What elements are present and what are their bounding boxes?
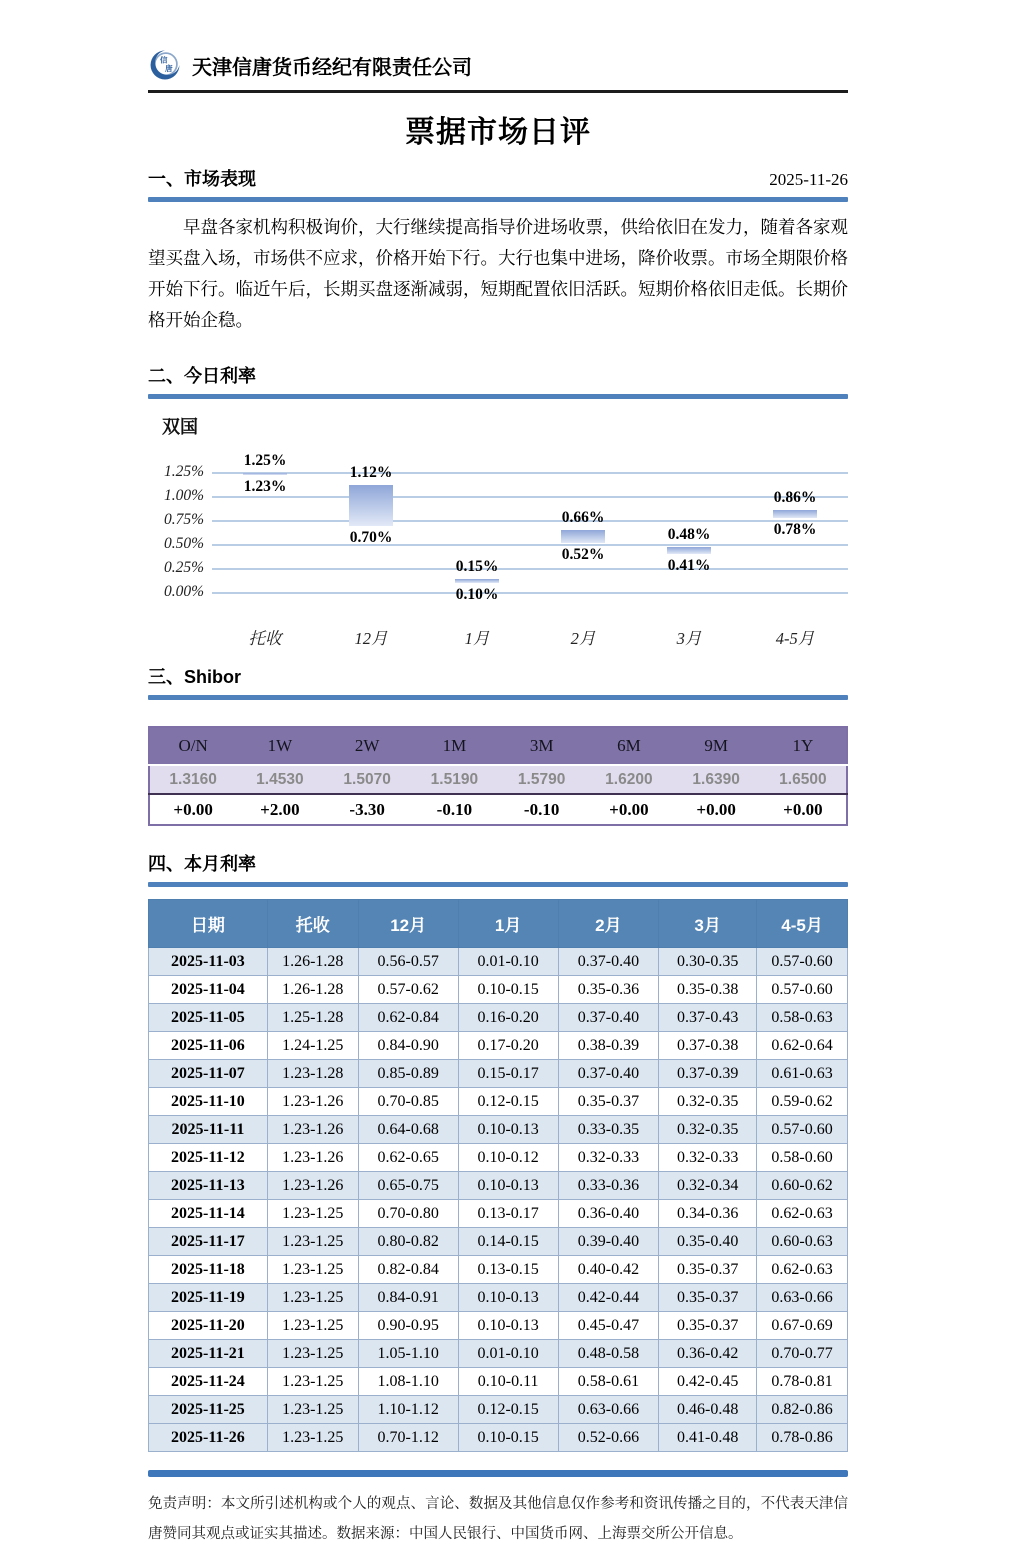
month-range-cell: 0.70-0.85: [358, 1088, 458, 1116]
chart-x-axis: [148, 625, 848, 651]
shibor-tenor-cell: 9M: [673, 727, 760, 765]
shibor-change-cell: +2.00: [236, 794, 323, 825]
chart-low-label: 0.78%: [773, 521, 817, 539]
month-table-row: [149, 1256, 848, 1284]
month-date-cell: 2025-11-07: [149, 1060, 268, 1088]
month-range-cell: 0.39-0.40: [558, 1228, 659, 1256]
section-market-heading-row: [148, 165, 848, 191]
chart-y-tick-label: 0.50%: [163, 535, 204, 552]
month-table-row: [149, 1116, 848, 1144]
month-header-cell: 1月: [458, 900, 558, 948]
month-range-cell: 0.52-0.66: [558, 1424, 659, 1452]
month-date-cell: 2025-11-04: [149, 976, 268, 1004]
month-range-cell: 1.10-1.12: [358, 1396, 458, 1424]
month-range-cell: 1.24-1.25: [267, 1032, 358, 1060]
month-range-cell: 0.48-0.58: [558, 1340, 659, 1368]
chart-x-tick-label: 3月: [676, 629, 702, 648]
month-range-cell: 1.26-1.28: [267, 948, 358, 976]
month-range-cell: 1.23-1.25: [267, 1396, 358, 1424]
shibor-rate-cell: 1.6390: [673, 765, 760, 794]
month-range-cell: 0.61-0.63: [757, 1060, 848, 1088]
chart-range-bar: [455, 579, 499, 584]
shibor-tenor-cell: 1M: [411, 727, 498, 765]
month-range-cell: 0.60-0.63: [757, 1228, 848, 1256]
shibor-rate-cell: 1.6500: [760, 765, 847, 794]
header-rule: [148, 90, 848, 93]
section-today-title: 二、今日利率: [148, 366, 256, 386]
month-range-cell: 1.23-1.25: [267, 1368, 358, 1396]
month-date-cell: 2025-11-17: [149, 1228, 268, 1256]
month-rate-table: [148, 899, 848, 1452]
month-table-row: [149, 1340, 848, 1368]
month-range-cell: 0.35-0.37: [659, 1256, 757, 1284]
month-date-cell: 2025-11-06: [149, 1032, 268, 1060]
month-range-cell: 0.80-0.82: [358, 1228, 458, 1256]
month-range-cell: 0.10-0.13: [458, 1116, 558, 1144]
month-range-cell: 0.35-0.38: [659, 976, 757, 1004]
section-today-heading-row: [148, 362, 848, 388]
chart-range-bar: [349, 485, 393, 525]
shibor-tenor-cell: O/N: [149, 727, 236, 765]
disclaimer-text: 免责声明：本文所引述机构或个人的观点、言论、数据及其他信息仅作参考和资讯传播之目的，不代表天津信唐赞同其观点或证实其描述。数据来源：中国人民银行、中国货币网、上海票交所公开信息。: [148, 1496, 848, 1542]
month-range-cell: 1.23-1.26: [267, 1088, 358, 1116]
month-date-cell: 2025-11-18: [149, 1256, 268, 1284]
today-rate-chart: [148, 413, 848, 651]
month-table-row: [149, 976, 848, 1004]
shibor-rate-cell: 1.5790: [498, 765, 585, 794]
month-table-row: [149, 1004, 848, 1032]
month-range-cell: 0.41-0.48: [659, 1424, 757, 1452]
month-date-cell: 2025-11-11: [149, 1116, 268, 1144]
company-name: 天津信唐货币经纪有限责任公司: [192, 56, 472, 79]
month-range-cell: 0.35-0.40: [659, 1228, 757, 1256]
chart-high-label: 0.86%: [773, 489, 817, 507]
month-range-cell: 0.90-0.95: [358, 1312, 458, 1340]
month-range-cell: 0.15-0.17: [458, 1060, 558, 1088]
chart-range-bar: [561, 530, 605, 543]
company-header: [148, 44, 848, 86]
month-header-cell: 日期: [149, 900, 268, 948]
month-range-cell: 0.57-0.62: [358, 976, 458, 1004]
chart-x-tick-label: 4-5月: [775, 629, 815, 648]
month-range-cell: 0.64-0.68: [358, 1116, 458, 1144]
month-range-cell: 1.08-1.10: [358, 1368, 458, 1396]
month-table-row: [149, 1284, 848, 1312]
month-range-cell: 0.59-0.62: [757, 1088, 848, 1116]
month-range-cell: 0.01-0.10: [458, 1340, 558, 1368]
month-range-cell: 0.12-0.15: [458, 1396, 558, 1424]
chart-x-tick-label: 托收: [248, 629, 282, 648]
chart-y-tick-label: 1.00%: [163, 487, 204, 504]
chart-gridline: [212, 544, 848, 546]
month-range-cell: 0.42-0.44: [558, 1284, 659, 1312]
chart-y-tick-label: 0.75%: [163, 511, 204, 528]
month-range-cell: 0.58-0.63: [757, 1004, 848, 1032]
shibor-change-cell: -0.10: [411, 794, 498, 825]
month-header-cell: 3月: [659, 900, 757, 948]
month-range-cell: 0.63-0.66: [558, 1396, 659, 1424]
shibor-change-cell: +0.00: [760, 794, 847, 825]
month-range-cell: 0.30-0.35: [659, 948, 757, 976]
chart-x-tick-label: 1月: [464, 629, 490, 648]
month-range-cell: 0.10-0.13: [458, 1172, 558, 1200]
month-table-row: [149, 1368, 848, 1396]
month-range-cell: 0.37-0.38: [659, 1032, 757, 1060]
month-range-cell: 0.37-0.40: [558, 1060, 659, 1088]
month-range-cell: 0.13-0.17: [458, 1200, 558, 1228]
chart-high-label: 1.12%: [349, 464, 393, 482]
month-range-cell: 0.40-0.42: [558, 1256, 659, 1284]
shibor-change-cell: +0.00: [673, 794, 760, 825]
month-range-cell: 0.10-0.13: [458, 1284, 558, 1312]
month-range-cell: 0.32-0.35: [659, 1088, 757, 1116]
month-table-row: [149, 1424, 848, 1452]
month-table-row: [149, 948, 848, 976]
month-range-cell: 0.62-0.65: [358, 1144, 458, 1172]
chart-x-tick-label: 12月: [354, 629, 388, 648]
month-range-cell: 0.34-0.36: [659, 1200, 757, 1228]
shibor-rate-cell: 1.5190: [411, 765, 498, 794]
shibor-change-cell: +0.00: [149, 794, 236, 825]
month-header-cell: 2月: [558, 900, 659, 948]
chart-high-label: 0.15%: [455, 557, 499, 575]
month-range-cell: 0.70-1.12: [358, 1424, 458, 1452]
month-header-cell: 12月: [358, 900, 458, 948]
month-range-cell: 0.56-0.57: [358, 948, 458, 976]
chart-range-bar: [243, 473, 287, 475]
month-range-cell: 0.45-0.47: [558, 1312, 659, 1340]
month-range-cell: 0.01-0.10: [458, 948, 558, 976]
month-date-cell: 2025-11-03: [149, 948, 268, 976]
section-month-rule: [148, 882, 848, 887]
month-range-cell: 0.32-0.33: [558, 1144, 659, 1172]
chart-high-label: 0.66%: [561, 508, 605, 526]
month-range-cell: 1.23-1.26: [267, 1116, 358, 1144]
month-range-cell: 1.23-1.25: [267, 1424, 358, 1452]
month-range-cell: 0.32-0.34: [659, 1172, 757, 1200]
month-range-cell: 0.36-0.42: [659, 1340, 757, 1368]
shibor-rate-cell: 1.6200: [585, 765, 672, 794]
month-range-cell: 0.78-0.86: [757, 1424, 848, 1452]
month-range-cell: 0.57-0.60: [757, 948, 848, 976]
month-range-cell: 0.85-0.89: [358, 1060, 458, 1088]
shibor-tenor-cell: 1Y: [760, 727, 847, 765]
shibor-tenor-cell: 1W: [236, 727, 323, 765]
chart-low-label: 0.70%: [349, 528, 393, 546]
month-range-cell: 1.23-1.25: [267, 1312, 358, 1340]
shibor-rate-row: [149, 765, 847, 794]
chart-high-label: 1.25%: [243, 452, 287, 469]
month-range-cell: 1.23-1.25: [267, 1284, 358, 1312]
month-range-cell: 0.70-0.80: [358, 1200, 458, 1228]
month-range-cell: 0.10-0.12: [458, 1144, 558, 1172]
chart-x-tick-label: 2月: [570, 629, 596, 648]
section-month-title: 四、本月利率: [148, 854, 256, 874]
month-range-cell: 0.46-0.48: [659, 1396, 757, 1424]
month-table-row: [149, 1144, 848, 1172]
chart-title: 双国: [162, 417, 198, 437]
shibor-change-cell: -0.10: [498, 794, 585, 825]
month-range-cell: 0.35-0.37: [558, 1088, 659, 1116]
chart-gridline: [212, 472, 848, 474]
month-range-cell: 0.38-0.39: [558, 1032, 659, 1060]
month-range-cell: 1.23-1.25: [267, 1228, 358, 1256]
shibor-change-cell: -3.30: [324, 794, 411, 825]
month-range-cell: 1.26-1.28: [267, 976, 358, 1004]
month-range-cell: 0.12-0.15: [458, 1088, 558, 1116]
page-title: 票据市场日评: [405, 116, 591, 149]
shibor-tenor-row: [149, 727, 847, 765]
month-date-cell: 2025-11-24: [149, 1368, 268, 1396]
month-range-cell: 0.57-0.60: [757, 976, 848, 1004]
month-date-cell: 2025-11-20: [149, 1312, 268, 1340]
month-range-cell: 0.70-0.77: [757, 1340, 848, 1368]
month-table-row: [149, 1312, 848, 1340]
chart-range-bar: [667, 547, 711, 554]
month-range-cell: 1.23-1.25: [267, 1256, 358, 1284]
month-range-cell: 0.32-0.33: [659, 1144, 757, 1172]
shibor-change-row: [149, 794, 847, 825]
month-date-cell: 2025-11-26: [149, 1424, 268, 1452]
month-range-cell: 0.62-0.64: [757, 1032, 848, 1060]
chart-low-label: 0.41%: [667, 556, 711, 574]
chart-gridline: [212, 592, 848, 594]
svg-text:唐: 唐: [165, 63, 173, 73]
month-range-cell: 0.62-0.63: [757, 1200, 848, 1228]
report-date: 2025-11-26: [769, 170, 848, 189]
month-range-cell: 1.23-1.25: [267, 1340, 358, 1368]
month-date-cell: 2025-11-21: [149, 1340, 268, 1368]
chart-y-tick-label: 0.00%: [163, 583, 204, 600]
month-range-cell: 0.58-0.61: [558, 1368, 659, 1396]
section-shibor-title: 三、Shibor: [148, 667, 241, 687]
shibor-rate-cell: 1.4530: [236, 765, 323, 794]
month-date-cell: 2025-11-05: [149, 1004, 268, 1032]
month-range-cell: 0.14-0.15: [458, 1228, 558, 1256]
month-range-cell: 0.10-0.11: [458, 1368, 558, 1396]
month-table-row: [149, 1172, 848, 1200]
month-table-row: [149, 1396, 848, 1424]
chart-gridline: [212, 520, 848, 522]
month-range-cell: 0.63-0.66: [757, 1284, 848, 1312]
section-shibor-heading-row: [148, 663, 848, 689]
month-range-cell: 0.35-0.37: [659, 1312, 757, 1340]
chart-range-bar: [773, 510, 817, 518]
section-market-rule: [148, 197, 848, 202]
svg-text:信: 信: [159, 55, 168, 65]
shibor-table: [148, 726, 848, 826]
month-table-row: [149, 1228, 848, 1256]
month-range-cell: 1.23-1.26: [267, 1144, 358, 1172]
month-date-cell: 2025-11-19: [149, 1284, 268, 1312]
month-range-cell: 0.32-0.35: [659, 1116, 757, 1144]
month-range-cell: 0.13-0.15: [458, 1256, 558, 1284]
month-range-cell: 0.33-0.35: [558, 1116, 659, 1144]
month-range-cell: 0.58-0.60: [757, 1144, 848, 1172]
footer-rule: [148, 1470, 848, 1477]
month-header-cell: 4-5月: [757, 900, 848, 948]
chart-gridline: [212, 568, 848, 570]
month-range-cell: 0.65-0.75: [358, 1172, 458, 1200]
month-range-cell: 0.78-0.81: [757, 1368, 848, 1396]
month-range-cell: 0.84-0.90: [358, 1032, 458, 1060]
month-range-cell: 0.37-0.39: [659, 1060, 757, 1088]
month-date-cell: 2025-11-10: [149, 1088, 268, 1116]
month-date-cell: 2025-11-12: [149, 1144, 268, 1172]
month-range-cell: 1.23-1.28: [267, 1060, 358, 1088]
month-date-cell: 2025-11-14: [149, 1200, 268, 1228]
month-range-cell: 0.35-0.36: [558, 976, 659, 1004]
chart-gridline: [212, 496, 848, 498]
month-range-cell: 0.60-0.62: [757, 1172, 848, 1200]
chart-low-label: 1.23%: [243, 477, 287, 495]
month-range-cell: 0.62-0.84: [358, 1004, 458, 1032]
shibor-rate-cell: 1.5070: [324, 765, 411, 794]
month-range-cell: 0.33-0.36: [558, 1172, 659, 1200]
month-range-cell: 0.57-0.60: [757, 1116, 848, 1144]
month-range-cell: 0.82-0.84: [358, 1256, 458, 1284]
month-range-cell: 0.17-0.20: [458, 1032, 558, 1060]
month-range-cell: 0.10-0.15: [458, 976, 558, 1004]
month-range-cell: 0.16-0.20: [458, 1004, 558, 1032]
section-today-rule: [148, 394, 848, 399]
chart-y-tick-label: 1.25%: [163, 463, 204, 480]
month-range-cell: 0.67-0.69: [757, 1312, 848, 1340]
month-range-cell: 0.35-0.37: [659, 1284, 757, 1312]
chart-low-label: 0.10%: [455, 586, 499, 604]
month-range-cell: 1.05-1.10: [358, 1340, 458, 1368]
month-range-cell: 0.42-0.45: [659, 1368, 757, 1396]
company-logo-icon: [148, 48, 182, 82]
market-commentary: 早盘各家机构积极询价，大行继续提高指导价进场收票，供给依旧在发力，随着各家观望买盘入场，市场供不应求，价格开始下行。大行也集中进场，降价收票。市场全期限价格开始下行。临近午后，长期买盘逐渐减弱，短期配置依旧活跃。短期价格依旧走低。长期价格开始企稳。: [148, 217, 848, 330]
section-market-title: 一、市场表现: [148, 169, 256, 189]
month-range-cell: 0.62-0.63: [757, 1256, 848, 1284]
section-shibor-rule: [148, 695, 848, 700]
chart-y-tick-label: 0.25%: [163, 559, 204, 576]
shibor-tenor-cell: 6M: [585, 727, 672, 765]
month-date-cell: 2025-11-25: [149, 1396, 268, 1424]
month-header-cell: 托收: [267, 900, 358, 948]
chart-high-label: 0.48%: [667, 525, 711, 543]
shibor-rate-cell: 1.3160: [149, 765, 236, 794]
month-header-row: [149, 900, 848, 948]
shibor-tenor-cell: 3M: [498, 727, 585, 765]
month-range-cell: 0.82-0.86: [757, 1396, 848, 1424]
month-range-cell: 1.23-1.25: [267, 1200, 358, 1228]
month-range-cell: 1.25-1.28: [267, 1004, 358, 1032]
month-range-cell: 0.37-0.40: [558, 1004, 659, 1032]
shibor-change-cell: +0.00: [585, 794, 672, 825]
month-table-row: [149, 1060, 848, 1088]
month-range-cell: 0.10-0.13: [458, 1312, 558, 1340]
month-range-cell: 0.10-0.15: [458, 1424, 558, 1452]
month-table-row: [149, 1032, 848, 1060]
month-range-cell: 0.84-0.91: [358, 1284, 458, 1312]
month-range-cell: 1.23-1.26: [267, 1172, 358, 1200]
month-range-cell: 0.37-0.43: [659, 1004, 757, 1032]
month-date-cell: 2025-11-13: [149, 1172, 268, 1200]
chart-plot-area: [148, 441, 848, 619]
chart-low-label: 0.52%: [561, 546, 605, 564]
month-range-cell: 0.36-0.40: [558, 1200, 659, 1228]
section-month-heading-row: [148, 850, 848, 876]
month-range-cell: 0.37-0.40: [558, 948, 659, 976]
shibor-tenor-cell: 2W: [324, 727, 411, 765]
month-table-row: [149, 1200, 848, 1228]
month-table-row: [149, 1088, 848, 1116]
